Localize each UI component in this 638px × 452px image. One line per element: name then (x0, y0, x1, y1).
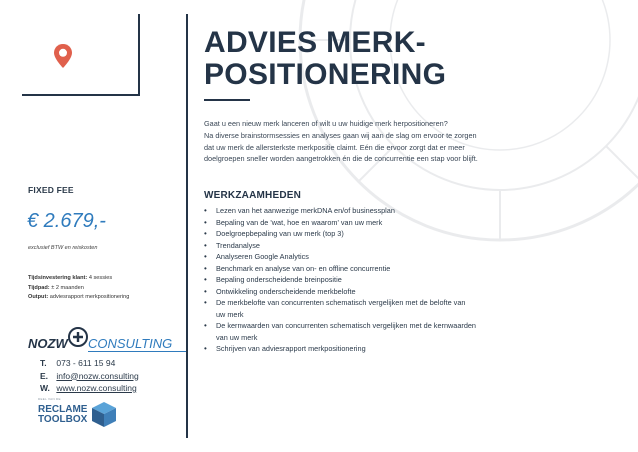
list-item: • Trendanalyse (204, 240, 594, 252)
reclame-toolbox-logo (38, 397, 122, 431)
title-underline (204, 99, 250, 101)
detail-output (28, 293, 129, 303)
logo-consulting-text: CONSULTING (88, 336, 173, 351)
phone-label: T. (40, 358, 47, 368)
logo-underline (88, 351, 188, 352)
price: € 2.679,- (27, 210, 106, 232)
title-line2: POSITIONERING (204, 58, 447, 91)
list-item: • Doelgroepbepaling van uw merk (top 3) (204, 228, 594, 240)
section-title: WERKZAAMHEDEN (204, 190, 302, 201)
email-link[interactable]: info@nozw.consulting (56, 370, 139, 381)
detail-time-value: 4 sessies (88, 275, 113, 281)
price-note: exclusief BTW en reiskosten (28, 245, 98, 251)
location-frame (22, 14, 140, 96)
fee-label: FIXED FEE (28, 185, 74, 195)
toolbox-line1: RECLAME (38, 404, 88, 415)
list-item: • Bepaling van de 'wat, hoe en waarom' van uw merk (204, 217, 594, 229)
toolbox-line2: TOOLBOX (38, 414, 88, 425)
detail-time (28, 274, 129, 284)
detail-output-label: Output: (28, 294, 49, 300)
phone-number[interactable]: 073 - 611 15 94 (56, 358, 116, 368)
title-line1: ADVIES MERK- (204, 26, 426, 59)
intro-line: doelgroepen sneller worden aangetrokken én die de concurrentie een stap voor blijft. (204, 154, 478, 164)
list-item-continuation: van uw merk (216, 332, 258, 342)
list-item: • Schrijven van adviesrapport merkpositionering (204, 343, 594, 355)
toolbox-small-text: DEEL VAN DE (38, 397, 61, 401)
list-item-continuation: uw merk (216, 309, 244, 319)
logo-plus-icon (68, 327, 88, 347)
detail-output-value: adviesrapport merkpositionering (49, 294, 130, 300)
nozw-logo (28, 327, 188, 357)
cube-icon (90, 400, 118, 428)
list-item: • De kernwaarden van concurrenten schematisch vergelijken met de kernwaarden (204, 320, 594, 332)
frame-horizontal-rule (22, 94, 140, 96)
intro-line: Na diverse brainstormsessies en analyses gaan wij aan de slag om ervoor te zorgen (204, 130, 477, 140)
project-details (28, 274, 129, 303)
frame-vertical-rule (138, 14, 140, 96)
list-item: • Benchmark en analyse van on- en offline concurrentie (204, 263, 594, 275)
list-item: • De merkbelofte van concurrenten schematisch vergelijken met de belofte van (204, 297, 594, 309)
contact-phone (40, 357, 139, 370)
list-item: • Bepaling onderscheidende breinpositie (204, 274, 594, 286)
website-link[interactable]: www.nozw.consulting (56, 383, 137, 393)
detail-duration-value: ± 2 maanden (51, 284, 84, 291)
page-title (204, 27, 446, 91)
detail-duration (28, 284, 129, 294)
intro-line: Gaat u een nieuw merk lanceren of wilt u uw huidige merk herpositioneren? (204, 119, 448, 128)
location-pin-icon (53, 43, 73, 69)
list-item: • Analyseren Google Analytics (204, 251, 594, 263)
contact-website (40, 382, 139, 395)
work-items-list (204, 205, 594, 355)
list-item: • Lezen van het aanwezige merkDNA en/of businessplan (204, 205, 594, 217)
website-label: W. (40, 383, 50, 393)
column-divider (186, 14, 188, 438)
contact-email (40, 370, 139, 383)
email-label: E. (40, 370, 49, 381)
logo-nozw-text: NOZW (28, 336, 68, 351)
detail-time-label: Tijdsinvestering klant: (28, 275, 88, 281)
contact-block (40, 357, 139, 395)
detail-duration-label: Tijdpad: (28, 284, 50, 291)
intro-paragraph (204, 118, 624, 165)
list-item: • Ontwikkeling onderscheidende merkbelofte (204, 286, 594, 298)
intro-line: dat uw merk de allersterkste merkpositie claimt. Eén die ervoor zorgt dat er meer (204, 142, 465, 152)
